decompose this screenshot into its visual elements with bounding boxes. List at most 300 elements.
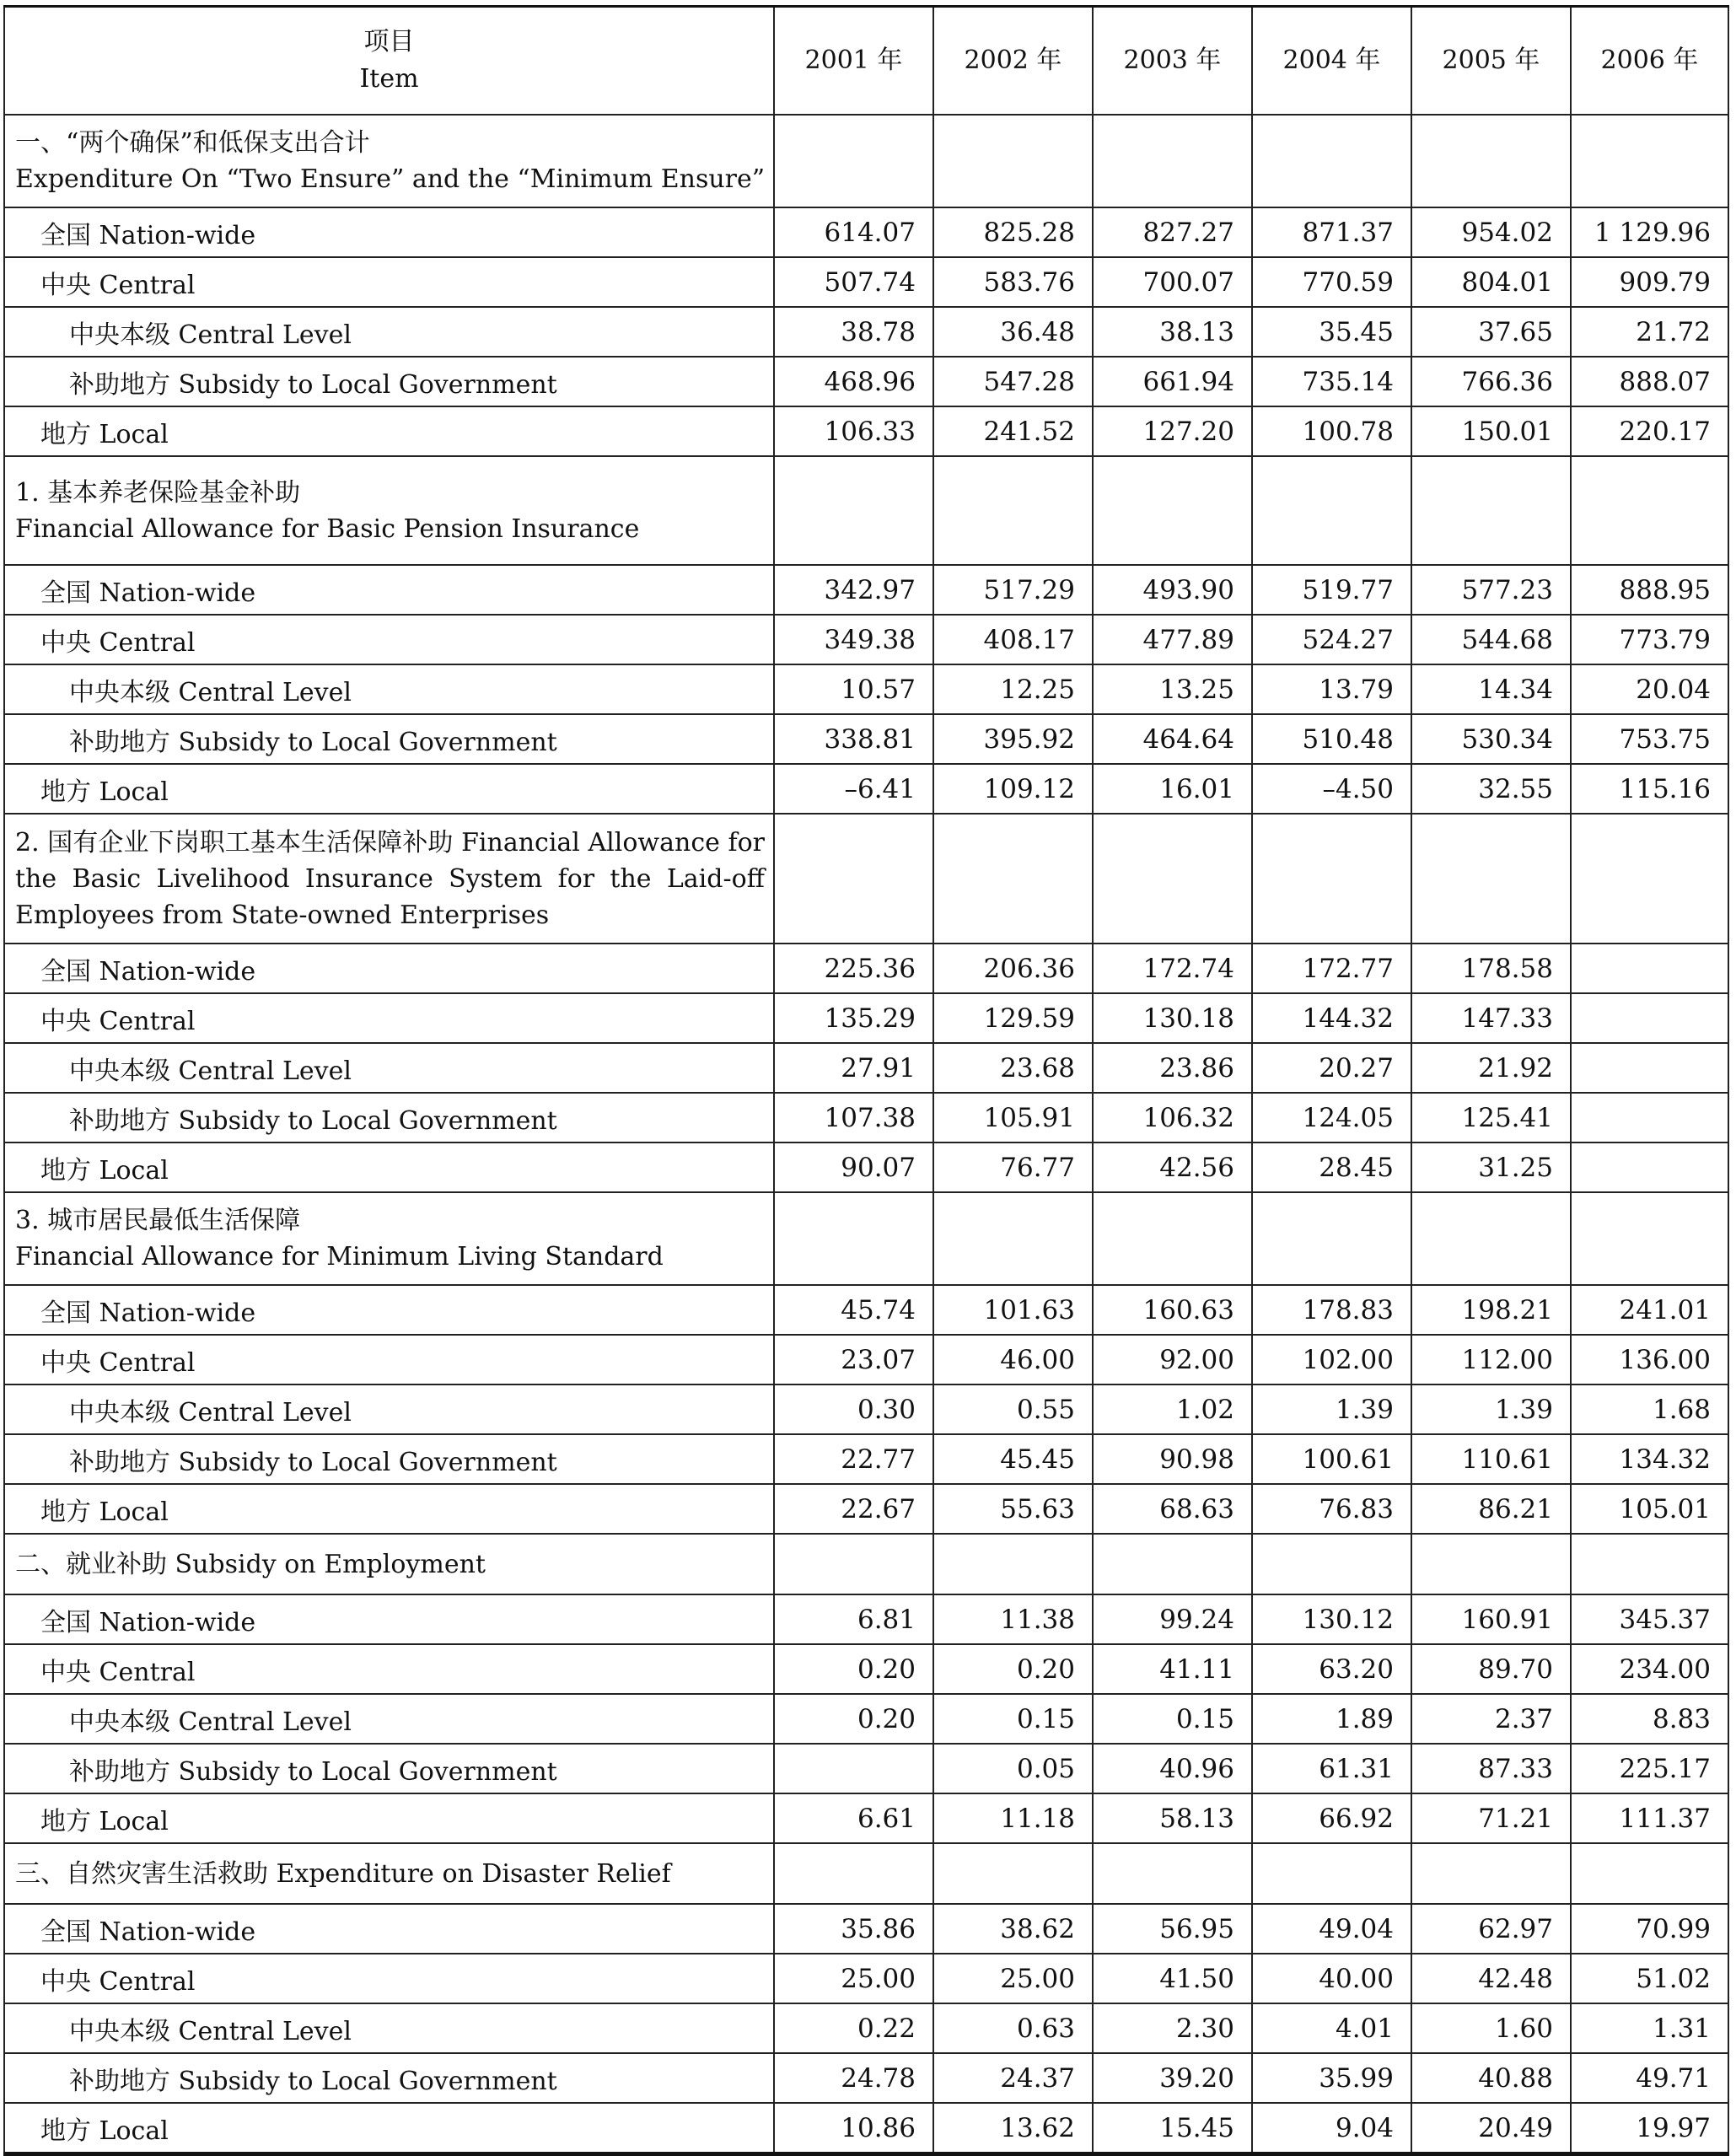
value-cell: 661.94 <box>1093 357 1252 406</box>
row-label: 中央本级 Central Level <box>4 1694 774 1744</box>
value-cell: 0.22 <box>774 2003 933 2053</box>
empty-cell <box>1411 814 1571 944</box>
row-label: 中央 Central <box>4 615 774 664</box>
value-cell: 6.81 <box>774 1594 933 1644</box>
value-cell: 51.02 <box>1571 1954 1728 2003</box>
value-cell: 6.61 <box>774 1793 933 1843</box>
row-label: 补助地方 Subsidy to Local Government <box>4 357 774 406</box>
value-cell: 135.29 <box>774 993 933 1043</box>
value-cell: 345.37 <box>1571 1594 1728 1644</box>
value-cell: 40.88 <box>1411 2053 1571 2103</box>
empty-cell <box>1252 1843 1411 1904</box>
table-row <box>4 1694 1728 1744</box>
empty-cell <box>1411 1534 1571 1594</box>
table-row <box>4 2053 1728 2103</box>
value-cell: 107.38 <box>774 1093 933 1143</box>
value-cell: 735.14 <box>1252 357 1411 406</box>
value-cell: 76.83 <box>1252 1484 1411 1534</box>
value-cell: 510.48 <box>1252 714 1411 764</box>
value-cell: 86.21 <box>1411 1484 1571 1534</box>
value-cell: 130.18 <box>1093 993 1252 1043</box>
value-cell: 16.01 <box>1093 764 1252 814</box>
table-row <box>4 1043 1728 1093</box>
section-title <box>4 1843 774 1904</box>
value-cell: 0.30 <box>774 1384 933 1434</box>
row-label: 中央 Central <box>4 993 774 1043</box>
table-body <box>4 115 1728 2154</box>
value-cell: 90.07 <box>774 1143 933 1192</box>
row-label: 全国 Nation-wide <box>4 1904 774 1954</box>
value-cell: 124.05 <box>1252 1093 1411 1143</box>
value-cell: 12.25 <box>933 664 1093 714</box>
empty-cell <box>1571 456 1728 565</box>
row-label: 中央本级 Central Level <box>4 1384 774 1434</box>
value-cell: 172.77 <box>1252 944 1411 993</box>
table-row <box>4 406 1728 456</box>
value-cell: 13.62 <box>933 2103 1093 2154</box>
value-cell: 23.68 <box>933 1043 1093 1093</box>
empty-cell <box>1411 115 1571 207</box>
value-cell: 92.00 <box>1093 1335 1252 1384</box>
value-cell: 37.65 <box>1411 307 1571 357</box>
value-cell: 825.28 <box>933 207 1093 257</box>
value-cell: 68.63 <box>1093 1484 1252 1534</box>
value-cell: 15.45 <box>1093 2103 1252 2154</box>
value-cell: 395.92 <box>933 714 1093 764</box>
row-label: 中央本级 Central Level <box>4 1043 774 1093</box>
value-cell: 134.32 <box>1571 1434 1728 1484</box>
value-cell: 49.04 <box>1252 1904 1411 1954</box>
value-cell: 408.17 <box>933 615 1093 664</box>
value-cell: 40.00 <box>1252 1954 1411 2003</box>
row-label: 中央 Central <box>4 1644 774 1694</box>
value-cell: 4.01 <box>1252 2003 1411 2053</box>
row-label: 地方 Local <box>4 1143 774 1192</box>
value-cell: 700.07 <box>1093 257 1252 307</box>
empty-cell <box>933 115 1093 207</box>
value-cell: 100.61 <box>1252 1434 1411 1484</box>
value-cell: 13.79 <box>1252 664 1411 714</box>
value-cell: 115.16 <box>1571 764 1728 814</box>
section-row <box>4 1534 1728 1594</box>
value-cell: 9.04 <box>1252 2103 1411 2154</box>
value-cell: 1.89 <box>1252 1694 1411 1744</box>
value-cell: 147.33 <box>1411 993 1571 1043</box>
header-year: 2001 年 <box>774 7 933 116</box>
table-row <box>4 1484 1728 1534</box>
value-cell: 22.67 <box>774 1484 933 1534</box>
value-cell: 1.02 <box>1093 1384 1252 1434</box>
value-cell: 1.39 <box>1411 1384 1571 1434</box>
value-cell: 0.20 <box>774 1694 933 1744</box>
value-cell: 10.57 <box>774 664 933 714</box>
value-cell: 517.29 <box>933 565 1093 615</box>
row-label: 全国 Nation-wide <box>4 565 774 615</box>
value-cell: 150.01 <box>1411 406 1571 456</box>
value-cell: 45.74 <box>774 1285 933 1335</box>
value-cell: 129.59 <box>933 993 1093 1043</box>
value-cell: –6.41 <box>774 764 933 814</box>
value-cell <box>1571 1143 1728 1192</box>
value-cell: 39.20 <box>1093 2053 1252 2103</box>
table-row <box>4 565 1728 615</box>
value-cell <box>1571 993 1728 1043</box>
value-cell: 220.17 <box>1571 406 1728 456</box>
table-row <box>4 1644 1728 1694</box>
section-title <box>4 814 774 944</box>
header-year: 2004 年 <box>1252 7 1411 116</box>
value-cell: 20.49 <box>1411 2103 1571 2154</box>
value-cell: 106.33 <box>774 406 933 456</box>
row-label: 补助地方 Subsidy to Local Government <box>4 2053 774 2103</box>
value-cell: 46.00 <box>933 1335 1093 1384</box>
empty-cell <box>1411 1192 1571 1285</box>
value-cell: 70.99 <box>1571 1904 1728 1954</box>
value-cell: 125.41 <box>1411 1093 1571 1143</box>
value-cell: 577.23 <box>1411 565 1571 615</box>
value-cell: 871.37 <box>1252 207 1411 257</box>
value-cell: 519.77 <box>1252 565 1411 615</box>
empty-cell <box>1571 1843 1728 1904</box>
table-row <box>4 764 1728 814</box>
header-item-en: Item <box>359 64 419 94</box>
value-cell: 0.15 <box>1093 1694 1252 1744</box>
value-cell: 144.32 <box>1252 993 1411 1043</box>
empty-cell <box>1093 1192 1252 1285</box>
empty-cell <box>1571 1534 1728 1594</box>
empty-cell <box>1411 1843 1571 1904</box>
table-row <box>4 1384 1728 1434</box>
value-cell: 99.24 <box>1093 1594 1252 1644</box>
value-cell: 23.07 <box>774 1335 933 1384</box>
row-label: 地方 Local <box>4 1484 774 1534</box>
value-cell: 20.27 <box>1252 1043 1411 1093</box>
empty-cell <box>933 814 1093 944</box>
table-header <box>4 7 1728 116</box>
value-cell: 1.31 <box>1571 2003 1728 2053</box>
row-label: 全国 Nation-wide <box>4 207 774 257</box>
empty-cell <box>933 1534 1093 1594</box>
value-cell: 38.13 <box>1093 307 1252 357</box>
value-cell: 19.97 <box>1571 2103 1728 2154</box>
empty-cell <box>1252 115 1411 207</box>
empty-cell <box>1093 1534 1252 1594</box>
value-cell: 160.63 <box>1093 1285 1252 1335</box>
value-cell: 338.81 <box>774 714 933 764</box>
value-cell: 35.99 <box>1252 2053 1411 2103</box>
header-row <box>4 7 1728 116</box>
value-cell: 544.68 <box>1411 615 1571 664</box>
value-cell: 198.21 <box>1411 1285 1571 1335</box>
value-cell: 524.27 <box>1252 615 1411 664</box>
table-row <box>4 714 1728 764</box>
value-cell <box>774 1744 933 1793</box>
table-row <box>4 1904 1728 1954</box>
value-cell: 136.00 <box>1571 1335 1728 1384</box>
value-cell: 61.31 <box>1252 1744 1411 1793</box>
value-cell: 101.63 <box>933 1285 1093 1335</box>
empty-cell <box>933 1192 1093 1285</box>
section-row <box>4 1843 1728 1904</box>
section-title-line: Financial Allowance for Basic Pension Insurance <box>15 513 640 544</box>
empty-cell <box>933 456 1093 565</box>
section-title-line: 2. 国有企业下岗职工基本生活保障补助 Financial Allowance for the Basic Livelihood Insurance System for the Laid-off Employees from State-owned Enterprises <box>15 827 765 930</box>
value-cell: 349.38 <box>774 615 933 664</box>
value-cell: 888.95 <box>1571 565 1728 615</box>
value-cell: 24.78 <box>774 2053 933 2103</box>
section-title <box>4 1192 774 1285</box>
value-cell: 130.12 <box>1252 1594 1411 1644</box>
value-cell: 62.97 <box>1411 1904 1571 1954</box>
empty-cell <box>1252 1534 1411 1594</box>
value-cell: 56.95 <box>1093 1904 1252 1954</box>
value-cell: 110.61 <box>1411 1434 1571 1484</box>
value-cell: 342.97 <box>774 565 933 615</box>
value-cell: 206.36 <box>933 944 1093 993</box>
value-cell: 25.00 <box>774 1954 933 2003</box>
section-title-line: 一、“两个确保”和低保支出合计 <box>15 128 370 158</box>
table-row <box>4 1793 1728 1843</box>
table-row <box>4 993 1728 1043</box>
empty-cell <box>1252 1192 1411 1285</box>
section-row <box>4 456 1728 565</box>
value-cell: 0.15 <box>933 1694 1093 1744</box>
value-cell: 102.00 <box>1252 1335 1411 1384</box>
value-cell: 111.37 <box>1571 1793 1728 1843</box>
value-cell: 38.78 <box>774 307 933 357</box>
empty-cell <box>933 1843 1093 1904</box>
value-cell: 105.91 <box>933 1093 1093 1143</box>
value-cell: 225.17 <box>1571 1744 1728 1793</box>
empty-cell <box>1093 115 1252 207</box>
section-title-line: 1. 基本养老保险基金补助 <box>15 477 301 508</box>
row-label: 全国 Nation-wide <box>4 1285 774 1335</box>
value-cell: 90.98 <box>1093 1434 1252 1484</box>
value-cell: 28.45 <box>1252 1143 1411 1192</box>
value-cell: 0.55 <box>933 1384 1093 1434</box>
value-cell: 87.33 <box>1411 1744 1571 1793</box>
table-row <box>4 207 1728 257</box>
row-label: 补助地方 Subsidy to Local Government <box>4 1093 774 1143</box>
value-cell: 22.77 <box>774 1434 933 1484</box>
row-label: 中央 Central <box>4 1954 774 2003</box>
value-cell: 909.79 <box>1571 257 1728 307</box>
header-year: 2005 年 <box>1411 7 1571 116</box>
value-cell: 1.60 <box>1411 2003 1571 2053</box>
row-label: 地方 Local <box>4 764 774 814</box>
statistics-table <box>3 5 1729 2156</box>
value-cell: 241.01 <box>1571 1285 1728 1335</box>
empty-cell <box>774 1843 933 1904</box>
value-cell: 13.25 <box>1093 664 1252 714</box>
section-row <box>4 1192 1728 1285</box>
table-row <box>4 2103 1728 2154</box>
value-cell: 100.78 <box>1252 406 1411 456</box>
table-row <box>4 257 1728 307</box>
value-cell: 36.48 <box>933 307 1093 357</box>
empty-cell <box>774 115 933 207</box>
value-cell: 89.70 <box>1411 1644 1571 1694</box>
value-cell: 25.00 <box>933 1954 1093 2003</box>
value-cell: 507.74 <box>774 257 933 307</box>
value-cell: 827.27 <box>1093 207 1252 257</box>
header-year: 2003 年 <box>1093 7 1252 116</box>
value-cell: 127.20 <box>1093 406 1252 456</box>
value-cell: 38.62 <box>933 1904 1093 1954</box>
value-cell: 31.25 <box>1411 1143 1571 1192</box>
value-cell: 241.52 <box>933 406 1093 456</box>
value-cell: 14.34 <box>1411 664 1571 714</box>
value-cell: 20.04 <box>1571 664 1728 714</box>
row-label: 地方 Local <box>4 2103 774 2154</box>
value-cell: 66.92 <box>1252 1793 1411 1843</box>
value-cell: 109.12 <box>933 764 1093 814</box>
value-cell: 530.34 <box>1411 714 1571 764</box>
table-row <box>4 944 1728 993</box>
table-row <box>4 357 1728 406</box>
value-cell: 770.59 <box>1252 257 1411 307</box>
empty-cell <box>1093 1843 1252 1904</box>
value-cell: 1 129.96 <box>1571 207 1728 257</box>
value-cell: 10.86 <box>774 2103 933 2154</box>
value-cell: 106.32 <box>1093 1093 1252 1143</box>
value-cell: 41.11 <box>1093 1644 1252 1694</box>
section-title <box>4 115 774 207</box>
section-title-line: 三、自然灾害生活救助 Expenditure on Disaster Relief <box>15 1858 671 1889</box>
empty-cell <box>774 1534 933 1594</box>
value-cell: 45.45 <box>933 1434 1093 1484</box>
section-title-line: Financial Allowance for Minimum Living Standard <box>15 1242 664 1272</box>
table-row <box>4 1434 1728 1484</box>
value-cell: 112.00 <box>1411 1335 1571 1384</box>
empty-cell <box>1252 456 1411 565</box>
table-row <box>4 1954 1728 2003</box>
value-cell: 71.21 <box>1411 1793 1571 1843</box>
value-cell: 42.56 <box>1093 1143 1252 1192</box>
row-label: 地方 Local <box>4 1793 774 1843</box>
row-label: 中央本级 Central Level <box>4 307 774 357</box>
value-cell: 614.07 <box>774 207 933 257</box>
value-cell: 27.91 <box>774 1043 933 1093</box>
value-cell: 24.37 <box>933 2053 1093 2103</box>
table-row <box>4 1285 1728 1335</box>
header-year: 2006 年 <box>1571 7 1728 116</box>
header-item <box>4 7 774 116</box>
row-label: 中央 Central <box>4 1335 774 1384</box>
table-row <box>4 615 1728 664</box>
value-cell <box>1571 944 1728 993</box>
table-row <box>4 1093 1728 1143</box>
value-cell: 0.05 <box>933 1744 1093 1793</box>
value-cell: 0.20 <box>933 1644 1093 1694</box>
value-cell: 40.96 <box>1093 1744 1252 1793</box>
row-label: 补助地方 Subsidy to Local Government <box>4 714 774 764</box>
header-item-cn: 项目 <box>363 27 415 56</box>
empty-cell <box>1093 814 1252 944</box>
row-label: 补助地方 Subsidy to Local Government <box>4 1434 774 1484</box>
value-cell: 49.71 <box>1571 2053 1728 2103</box>
empty-cell <box>1571 115 1728 207</box>
value-cell: 63.20 <box>1252 1644 1411 1694</box>
value-cell: 547.28 <box>933 357 1093 406</box>
value-cell: 160.91 <box>1411 1594 1571 1644</box>
value-cell: 178.83 <box>1252 1285 1411 1335</box>
value-cell <box>1571 1043 1728 1093</box>
value-cell <box>1571 1093 1728 1143</box>
header-year: 2002 年 <box>933 7 1093 116</box>
row-label: 中央本级 Central Level <box>4 664 774 714</box>
value-cell: 172.74 <box>1093 944 1252 993</box>
value-cell: 493.90 <box>1093 565 1252 615</box>
value-cell: 42.48 <box>1411 1954 1571 2003</box>
table-row <box>4 1335 1728 1384</box>
row-label: 地方 Local <box>4 406 774 456</box>
row-label: 全国 Nation-wide <box>4 1594 774 1644</box>
empty-cell <box>774 456 933 565</box>
value-cell: 464.64 <box>1093 714 1252 764</box>
section-title-line: 二、就业补助 Subsidy on Employment <box>15 1549 486 1579</box>
section-row <box>4 115 1728 207</box>
table-row <box>4 307 1728 357</box>
value-cell: 32.55 <box>1411 764 1571 814</box>
value-cell: 55.63 <box>933 1484 1093 1534</box>
value-cell: 41.50 <box>1093 1954 1252 2003</box>
value-cell: 76.77 <box>933 1143 1093 1192</box>
value-cell: 21.72 <box>1571 307 1728 357</box>
value-cell: 1.39 <box>1252 1384 1411 1434</box>
empty-cell <box>1411 456 1571 565</box>
value-cell: 1.68 <box>1571 1384 1728 1434</box>
value-cell: –4.50 <box>1252 764 1411 814</box>
table-row <box>4 1594 1728 1644</box>
value-cell: 58.13 <box>1093 1793 1252 1843</box>
value-cell: 804.01 <box>1411 257 1571 307</box>
value-cell: 35.86 <box>774 1904 933 1954</box>
value-cell: 23.86 <box>1093 1043 1252 1093</box>
value-cell: 954.02 <box>1411 207 1571 257</box>
section-title <box>4 1534 774 1594</box>
empty-cell <box>1252 814 1411 944</box>
value-cell: 234.00 <box>1571 1644 1728 1694</box>
value-cell: 583.76 <box>933 257 1093 307</box>
value-cell: 766.36 <box>1411 357 1571 406</box>
empty-cell <box>1093 456 1252 565</box>
section-title-line: Expenditure On “Two Ensure” and the “Minimum Ensure” <box>15 164 766 194</box>
value-cell: 8.83 <box>1571 1694 1728 1744</box>
value-cell: 753.75 <box>1571 714 1728 764</box>
empty-cell <box>774 814 933 944</box>
table-row <box>4 2003 1728 2053</box>
value-cell: 105.01 <box>1571 1484 1728 1534</box>
row-label: 中央 Central <box>4 257 774 307</box>
value-cell: 178.58 <box>1411 944 1571 993</box>
empty-cell <box>774 1192 933 1285</box>
table-row <box>4 1744 1728 1793</box>
section-row <box>4 814 1728 944</box>
value-cell: 888.07 <box>1571 357 1728 406</box>
row-label: 中央本级 Central Level <box>4 2003 774 2053</box>
empty-cell <box>1571 814 1728 944</box>
value-cell: 0.63 <box>933 2003 1093 2053</box>
row-label: 补助地方 Subsidy to Local Government <box>4 1744 774 1793</box>
value-cell: 477.89 <box>1093 615 1252 664</box>
value-cell: 2.30 <box>1093 2003 1252 2053</box>
value-cell: 0.20 <box>774 1644 933 1694</box>
value-cell: 11.18 <box>933 1793 1093 1843</box>
section-title <box>4 456 774 565</box>
section-title-line: 3. 城市居民最低生活保障 <box>15 1206 301 1235</box>
empty-cell <box>1571 1192 1728 1285</box>
